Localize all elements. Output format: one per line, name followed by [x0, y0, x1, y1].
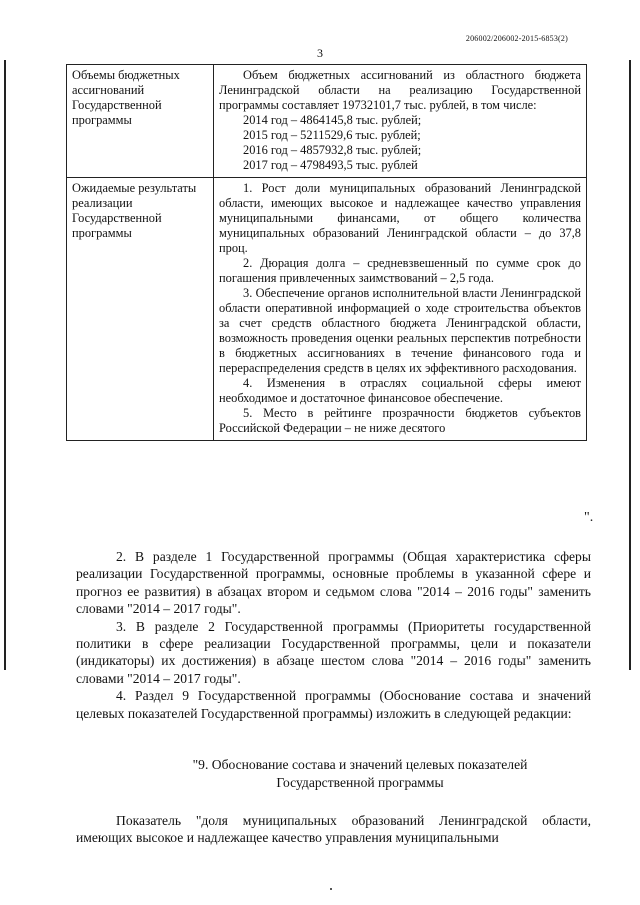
result-item-3: 3. Обеспечение органов исполнительной власти Ленинградской области оперативной информацией о ходе строительства объектов за счет средств областного бюджета Ленинградской области, возможность проведения оценки реальных перспектив потребности в бюджетных ассигнованиях в течение финансового года и перераспределения средств в целях их эффективного расходования. — [219, 286, 581, 375]
results-row — [67, 178, 587, 441]
result-item-4: 4. Изменения в отраслях социальной сферы имеют необходимое и достаточное финансовое обеспечение. — [219, 376, 581, 405]
left-margin-bar — [4, 60, 6, 670]
budget-year-2014: 2014 год – 4864145,8 тыс. рублей; — [243, 113, 422, 127]
section-heading-line-2: Государственной программы — [276, 775, 444, 790]
result-item-5: 5. Место в рейтинге прозрачности бюджетов субъектов Российской Федерации – не ниже десятого — [219, 406, 581, 435]
section-heading-line-1: "9. Обоснование состава и значений целевых показателей — [192, 757, 528, 772]
budget-label: Объемы бюджетных ассигнований Государственной программы — [67, 65, 214, 178]
result-item-2: 2. Дюрация долга – средневзвешенный по сумме срок до погашения привлеченных заимствований – 2,5 года. — [219, 256, 581, 285]
indicator-paragraph — [76, 812, 591, 847]
paragraph-3: 3. В разделе 2 Государственной программы (Приоритеты государственной политики в сфере реализации Государственной программы, цели и показатели (индикаторы) их достижения) в абзаце шестом слова "2014 – 2016 годы" заменить словами "2014 – 2017 годы". — [76, 618, 591, 686]
budget-value-cell — [214, 65, 587, 178]
budget-intro: Объем бюджетных ассигнований из областного бюджета Ленинградской области на реализацию Государственной программы составляет 19732101,7 тыс. рублей, в том числе: — [219, 68, 581, 112]
results-value-cell — [214, 178, 587, 441]
budget-year-2016: 2016 год – 4857932,8 тыс. рублей; — [243, 143, 422, 157]
result-item-1: 1. Рост доли муниципальных образований Ленинградской области, имеющих высокое и надлежащее качество управления муниципальными финансами, от общего количества муниципальных образований Ленинградской области – до 37,8 проц. — [219, 181, 581, 255]
amendment-paragraphs — [76, 548, 591, 722]
page-number: 3 — [317, 46, 323, 60]
document-id: 206002/206002-2015-6853(2) — [465, 34, 568, 43]
section-heading — [150, 756, 570, 792]
results-label: Ожидаемые результаты реализации Государственной программы — [67, 178, 214, 441]
paragraph-4: 4. Раздел 9 Государственной программы (Обоснование состава и значений целевых показателей Государственной программы) изложить в следующей редакции: — [76, 688, 591, 721]
budget-row — [67, 65, 587, 178]
last-paragraph: Показатель "доля муниципальных образований Ленинградской области, имеющих высокое и надлежащее качество управления муниципальными — [76, 813, 591, 846]
program-passport-table — [66, 64, 587, 441]
budget-year-2015: 2015 год – 5211529,6 тыс. рублей; — [243, 128, 421, 142]
right-margin-bar — [629, 60, 631, 670]
budget-year-2017: 2017 год – 4798493,5 тыс. рублей — [243, 158, 418, 172]
scan-speck — [330, 888, 332, 890]
paragraph-2: 2. В разделе 1 Государственной программы (Общая характеристика сферы реализации Государственной программы, основные проблемы в указанной сфере и прогноз ее развития) в абзацах втором и седьмом слова "2014 – 2016 годы" заменить словами "2014 – 2017 годы". — [76, 549, 591, 617]
table-closing-quote: ". — [584, 510, 594, 525]
